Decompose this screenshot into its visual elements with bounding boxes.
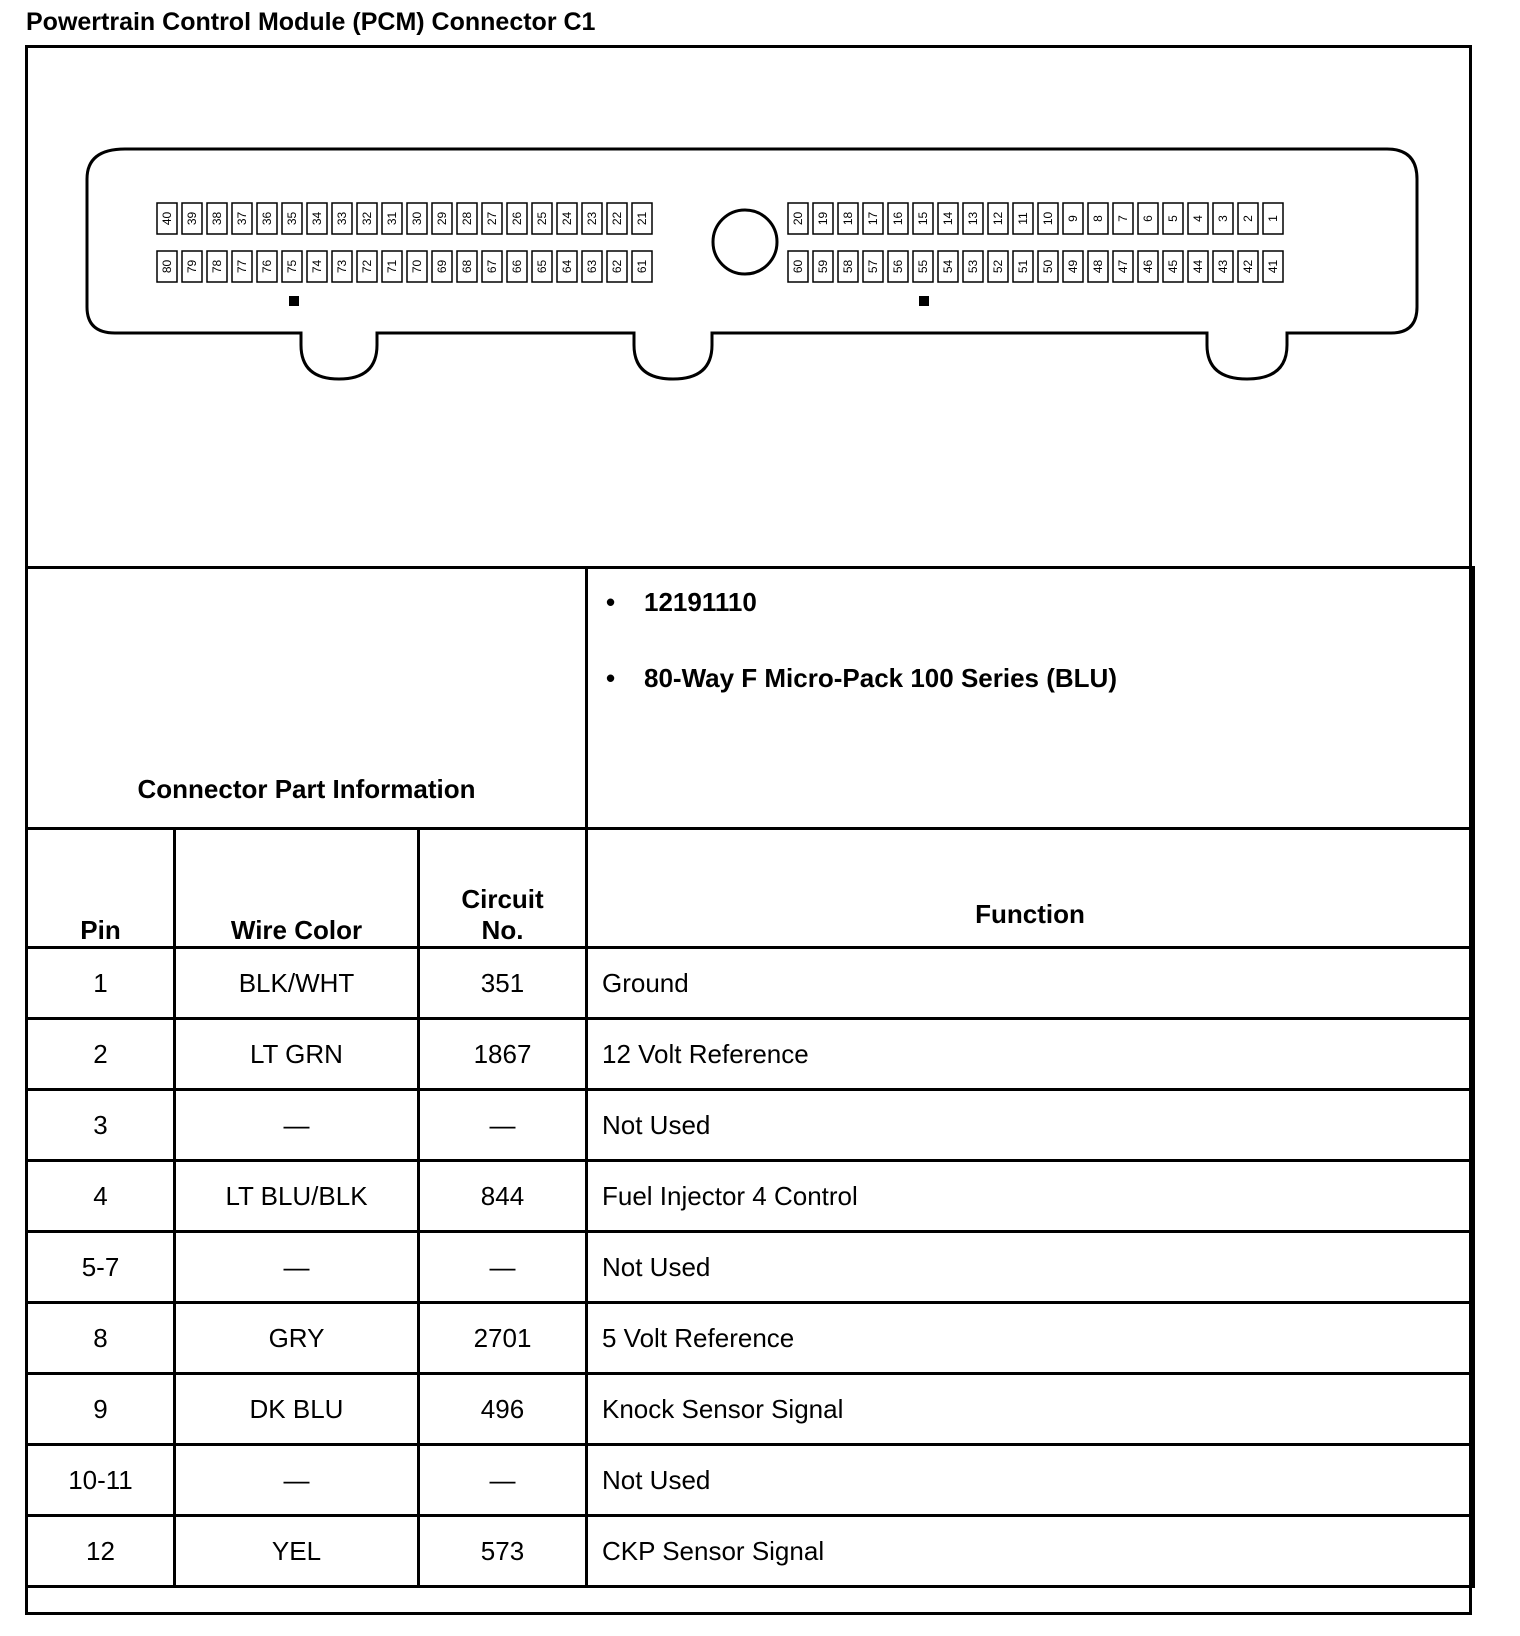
bullet: • — [606, 587, 616, 617]
pin-number: 35 — [285, 211, 299, 226]
pin-number: 6 — [1141, 215, 1155, 222]
pin-number: 50 — [1041, 259, 1055, 274]
pin-number: 56 — [891, 259, 905, 274]
pin-number: 11 — [1016, 212, 1030, 225]
pin-number: 26 — [510, 211, 524, 226]
pin-number: 43 — [1216, 259, 1230, 274]
connector-info-row — [27, 568, 1474, 829]
pin-number: 12 — [991, 211, 1005, 226]
header-wire-color: Wire Color — [175, 829, 419, 948]
pin-number: 69 — [435, 259, 449, 274]
wire-color-cell: DK BLU — [175, 1374, 419, 1445]
pin-number: 58 — [841, 259, 855, 274]
pin-number: 61 — [635, 259, 649, 274]
header-function: Function — [587, 829, 1474, 948]
function-cell: Fuel Injector 4 Control — [587, 1161, 1474, 1232]
circuit-no-cell: 844 — [419, 1161, 587, 1232]
pin-number: 37 — [235, 211, 249, 226]
table-row — [27, 1374, 1474, 1445]
pin-cell: 9 — [27, 1374, 175, 1445]
wire-color-cell: BLK/WHT — [175, 948, 419, 1019]
pin-number: 14 — [941, 211, 955, 226]
pin-number: 29 — [435, 211, 449, 226]
wire-color-cell: YEL — [175, 1516, 419, 1587]
circuit-no-cell: — — [419, 1445, 587, 1516]
pin-number: 47 — [1116, 259, 1130, 274]
pin-number: 64 — [560, 259, 574, 274]
wire-color-cell: LT BLU/BLK — [175, 1161, 419, 1232]
pin-number: 8 — [1091, 215, 1105, 222]
circuit-no-cell: 2701 — [419, 1303, 587, 1374]
pin-number: 55 — [916, 259, 930, 274]
pin-number: 53 — [966, 259, 980, 274]
pin-number: 38 — [210, 211, 224, 226]
pin-cell: 4 — [27, 1161, 175, 1232]
wire-color-cell: LT GRN — [175, 1019, 419, 1090]
pin-number: 71 — [385, 259, 399, 274]
function-cell: Not Used — [587, 1445, 1474, 1516]
pin-number: 23 — [585, 211, 599, 226]
pin-number: 80 — [160, 259, 174, 274]
pin-cell: 8 — [27, 1303, 175, 1374]
pin-number: 17 — [866, 211, 880, 226]
pin-number: 27 — [485, 211, 499, 226]
circuit-no-cell: — — [419, 1232, 587, 1303]
pin-cell: 12 — [27, 1516, 175, 1587]
pin-number: 16 — [891, 211, 905, 226]
pin-number: 39 — [185, 211, 199, 226]
pin-number: 51 — [1016, 259, 1030, 274]
function-cell: Knock Sensor Signal — [587, 1374, 1474, 1445]
pin-number: 49 — [1066, 259, 1080, 274]
function-cell: 5 Volt Reference — [587, 1303, 1474, 1374]
wire-color-cell: GRY — [175, 1303, 419, 1374]
circuit-no-cell: 496 — [419, 1374, 587, 1445]
table-row — [27, 1019, 1474, 1090]
circuit-no-cell: — — [419, 1090, 587, 1161]
pin-number: 44 — [1191, 259, 1205, 274]
pin-number: 70 — [410, 259, 424, 274]
pin-number: 73 — [335, 259, 349, 274]
pin-cell: 1 — [27, 948, 175, 1019]
pin-cell: 10-11 — [27, 1445, 175, 1516]
pin-number: 75 — [285, 259, 299, 274]
connector-type-item — [606, 663, 1472, 694]
header-circuit-line2: No. — [481, 915, 524, 945]
pin-number: 33 — [335, 211, 349, 226]
table-row — [27, 1516, 1474, 1587]
pin-number: 54 — [941, 259, 955, 274]
right-key-mark — [919, 296, 929, 306]
pin-number: 32 — [360, 211, 374, 226]
pin-number: 9 — [1066, 215, 1080, 222]
pin-number: 79 — [185, 259, 199, 274]
header-circuit-line1: Circuit — [461, 884, 544, 914]
pin-number: 60 — [791, 259, 805, 274]
pin-number: 62 — [610, 259, 624, 274]
table-header-row — [27, 829, 1474, 948]
pin-number: 74 — [310, 259, 324, 274]
page-title: Powertrain Control Module (PCM) Connector C1 — [26, 8, 596, 36]
pin-number: 40 — [160, 211, 174, 226]
function-cell: Ground — [587, 948, 1474, 1019]
circuit-no-cell: 351 — [419, 948, 587, 1019]
table-row — [27, 1161, 1474, 1232]
pin-number: 46 — [1141, 259, 1155, 274]
pin-number: 4 — [1191, 215, 1205, 222]
pin-number: 25 — [535, 211, 549, 226]
connector-diagram — [25, 45, 1472, 567]
pin-number: 15 — [916, 211, 930, 226]
pin-number: 34 — [310, 211, 324, 226]
pin-number: 66 — [510, 259, 524, 274]
pin-number: 63 — [585, 259, 599, 274]
table-row — [27, 1090, 1474, 1161]
left-key-mark — [289, 296, 299, 306]
pin-number: 41 — [1266, 259, 1280, 274]
connector-center-hole — [713, 210, 777, 274]
header-circuit-no — [419, 829, 587, 948]
pin-number: 2 — [1241, 215, 1255, 222]
pin-number: 30 — [410, 211, 424, 226]
pin-number: 1 — [1266, 215, 1280, 222]
pin-number: 36 — [260, 211, 274, 226]
pin-number: 18 — [841, 211, 855, 226]
table-row — [27, 948, 1474, 1019]
pin-cell: 5-7 — [27, 1232, 175, 1303]
pinout-table — [25, 566, 1475, 1588]
pin-number: 7 — [1116, 215, 1130, 222]
function-cell: Not Used — [587, 1232, 1474, 1303]
bullet: • — [606, 663, 616, 693]
connector-info-label: Connector Part Information — [27, 568, 587, 829]
pin-number: 21 — [635, 211, 649, 226]
connector-info-list — [587, 568, 1474, 829]
pin-grid — [157, 203, 1283, 282]
circuit-no-cell: 573 — [419, 1516, 587, 1587]
part-number-item — [606, 587, 1472, 618]
pin-number: 57 — [866, 259, 880, 274]
function-cell: CKP Sensor Signal — [587, 1516, 1474, 1587]
pin-number: 76 — [260, 259, 274, 274]
pin-number: 31 — [385, 211, 399, 226]
pin-number: 3 — [1216, 215, 1230, 222]
pin-number: 52 — [991, 259, 1005, 274]
header-pin: Pin — [27, 829, 175, 948]
table-body — [27, 948, 1474, 1587]
part-number: 12191110 — [644, 587, 757, 617]
pin-number: 77 — [235, 259, 249, 274]
function-cell: Not Used — [587, 1090, 1474, 1161]
pin-cell: 3 — [27, 1090, 175, 1161]
pin-number: 68 — [460, 259, 474, 274]
pin-number: 65 — [535, 259, 549, 274]
pin-number: 67 — [485, 259, 499, 274]
pin-number: 13 — [966, 211, 980, 226]
pin-number: 5 — [1166, 215, 1180, 222]
pin-number: 28 — [460, 211, 474, 226]
wire-color-cell: — — [175, 1090, 419, 1161]
pin-number: 78 — [210, 259, 224, 274]
pin-number: 45 — [1166, 259, 1180, 274]
table-row — [27, 1303, 1474, 1374]
wire-color-cell: — — [175, 1445, 419, 1516]
wire-color-cell: — — [175, 1232, 419, 1303]
table-row — [27, 1232, 1474, 1303]
pin-number: 72 — [360, 259, 374, 274]
connector-type: 80-Way F Micro-Pack 100 Series (BLU) — [644, 663, 1117, 693]
pin-number: 10 — [1041, 211, 1055, 226]
circuit-no-cell: 1867 — [419, 1019, 587, 1090]
pin-number: 20 — [791, 211, 805, 226]
function-cell: 12 Volt Reference — [587, 1019, 1474, 1090]
pin-number: 42 — [1241, 259, 1255, 274]
pin-number: 19 — [816, 211, 830, 226]
pin-cell: 2 — [27, 1019, 175, 1090]
pin-number: 59 — [816, 259, 830, 274]
pin-number: 22 — [610, 211, 624, 226]
table-row — [27, 1445, 1474, 1516]
pin-number: 48 — [1091, 259, 1105, 274]
pin-number: 24 — [560, 211, 574, 226]
